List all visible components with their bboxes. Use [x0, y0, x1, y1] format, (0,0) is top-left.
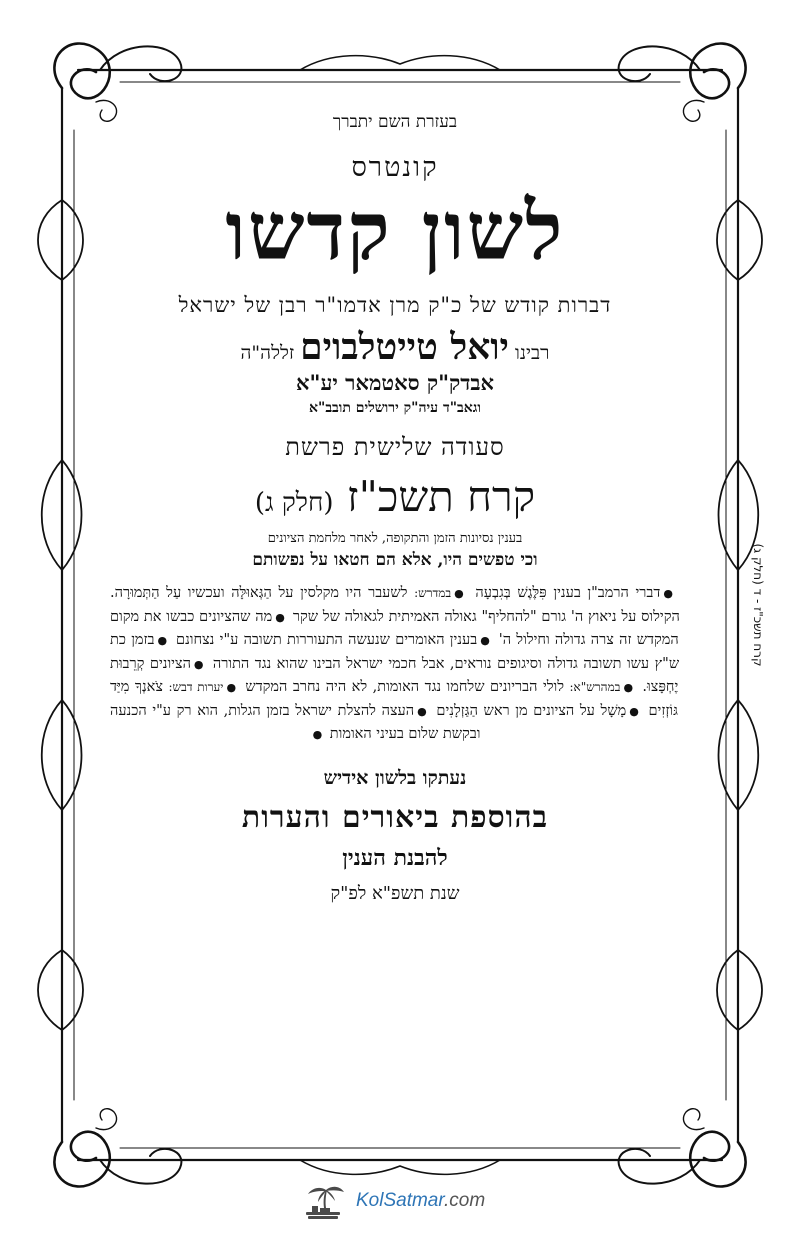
- year-line: שנת תשפ"א לפ"ק: [330, 882, 460, 904]
- words-line: דברות קודש של כ"ק מרן אדמו"ר רבן של ישראל: [178, 293, 612, 317]
- bullet-icon: ●: [193, 657, 205, 671]
- bullet-icon: ●: [157, 634, 168, 647]
- site-name-main: KolSatmar: [356, 1190, 444, 1211]
- topic-item: לולי הבריונים שלחמו נגד האומות, לא היה נחרב המקדש: [245, 679, 565, 695]
- topic-item: דברי הרמב"ן בענין פִּלֶּגֶשׁ בְּגִבְעָה: [475, 585, 661, 601]
- bullet-icon: ●: [226, 681, 237, 694]
- jerusalem-line: וגאב"ד עיה"ק ירושלים תובב"א: [309, 400, 481, 416]
- topic-item: לשעבר היו מקלסין על הַגְּאוּלָּה ועכשיו עַל הַתְּמוּרָה. הקילוס על ניאוץ ה' גורם "להחליף" גאולה האמיתית לגאולה של שקר: [110, 585, 680, 625]
- bullet-icon: ●: [417, 704, 428, 718]
- topic-note: במהרש"א:: [569, 680, 621, 694]
- bullet-icon: ●: [663, 587, 675, 600]
- side-label: קרח תשכ"ז - ד (חלק ג): [751, 543, 765, 667]
- bullet-icon: ●: [454, 587, 466, 600]
- understanding-line: להבנת הענין: [342, 844, 448, 871]
- topic-item: צֹאנְךָ מִיַּד גּוֹזְזִים: [110, 679, 678, 719]
- seuda-line: סעודה שלישית פרשת: [285, 433, 505, 461]
- bullet-icon: ●: [623, 681, 634, 694]
- bullet-icon: ●: [629, 704, 640, 718]
- rebbe-prefix: רבינו: [514, 342, 550, 364]
- topic-item: מה שהציונים כבשו את מקום המקדש זה צרה גדולה וחילול ה': [110, 608, 679, 648]
- bullet-icon: ●: [312, 728, 323, 741]
- topic-item: העצה להצלת ישראל בזמן הגלות, הוא רק ע"י הכנעה ובקשת שלום בעיני האומות: [110, 702, 481, 742]
- main-title: לשון קדשו: [225, 184, 565, 278]
- parsha-name: קרח תשכ"ז: [346, 472, 536, 521]
- rebbe-line: [110, 326, 680, 368]
- topic-item: בזמן כת ש"ץ עשו תשובה גדולה וסיגופים נוראים, אבל חכמי ישראל הבינו שהוא נגד התורה: [110, 632, 680, 672]
- topic-note: יערות דבש:: [168, 680, 224, 694]
- kuntres-label: קונטרס: [351, 152, 439, 183]
- rebbe-name: יואל טייטלבוים: [300, 326, 509, 368]
- topic-item: מָשָׁל על הציונים מן ראש הַגַּזְלָנִים: [436, 702, 627, 719]
- rebbe-suffix: זללה"ה: [240, 342, 295, 364]
- topic-item: בענין האומרים שנעשה התעוררות תשובה ע"י נצחונם: [176, 632, 478, 648]
- subtitle-2: וכי טפשים היו, אלא הם חטאו על נפשותם: [252, 550, 538, 570]
- topic-item: הציונים קְרֵבוּת יֶחְפָּצוּ.: [110, 655, 679, 695]
- bullet-icon: ●: [480, 634, 491, 647]
- topics-paragraph: [110, 582, 680, 747]
- addition-line: בהוספת ביאורים והערות: [241, 799, 549, 835]
- translated-line: נעתקו בלשון אידיש: [323, 766, 467, 789]
- bullet-icon: ●: [275, 610, 286, 624]
- subtitle-1: בענין נסיונות הזמן והתקופה, לאחר מלחמת הציונים: [267, 531, 523, 546]
- topic-note: במדרש:: [414, 586, 452, 600]
- av-beis-din-line: אבדק"ק סאטמאר יע"א: [296, 370, 494, 395]
- blessing-line: בעזרת השם יתברך: [332, 112, 458, 132]
- site-logo[interactable]: [300, 1180, 520, 1224]
- parsha-line: [110, 472, 680, 522]
- site-name: [356, 1190, 485, 1212]
- palm-tree-logo-icon: [300, 1182, 348, 1222]
- site-name-tld: .com: [444, 1190, 486, 1211]
- parsha-part: (חלק ג): [254, 488, 334, 518]
- title-page: [110, 108, 680, 904]
